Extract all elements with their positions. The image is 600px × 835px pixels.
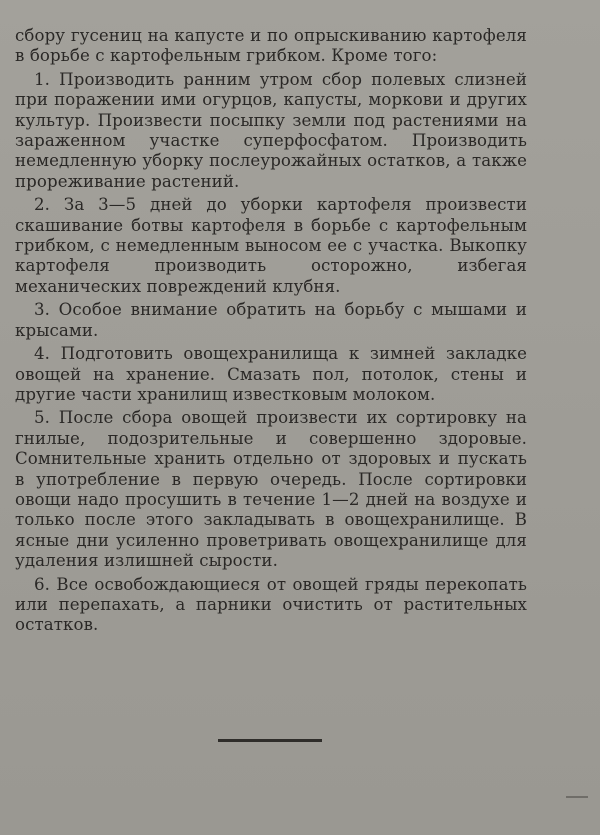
body-text xyxy=(15,26,527,639)
list-item-5: 5. После сбора овощей произвести их сортировку на гнилые, подозрительные и совершенно здоровые. Сомнительные хранить отдельно от здоровых и пускать в употребление в первую очередь. После сортировки овощи надо просушить в течение 1—2 дней на воздухе и только после этого закладывать в овощехранилище. В ясные дни усиленно проветривать овощехранилище для удаления излишней сырости. xyxy=(15,408,527,571)
list-item-2: 2. За 3—5 дней до уборки картофеля произвести скашивание ботвы картофеля в борьбе с картофельным грибком, с немедленным выносом ее с участка. Выкопку картофеля производить осторожно, избегая механических повреждений клубня. xyxy=(15,195,527,296)
end-divider xyxy=(218,739,322,742)
list-item-3: 3. Особое внимание обратить на борьбу с мышами и крысами. xyxy=(15,300,527,340)
intro-paragraph: сбору гусениц на капусте и по опрыскиванию картофеля в борьбе с картофельным грибком. Кроме того: xyxy=(15,26,527,66)
list-item-1: 1. Производить ранним утром сбор полевых слизней при поражении ими огурцов, капусты, моркови и других культур. Произвести посыпку земли под растениями на зараженном участке суперфосфатом. Производить немедленную уборку послеурожайных остатков, а также прореживание растений. xyxy=(15,69,527,191)
page-edge-mark xyxy=(566,796,588,798)
list-item-4: 4. Подготовить овощехранилища к зимней закладке овощей на хранение. Смазать пол, потолок, стены и другие части хранилищ известковым молоком. xyxy=(15,344,527,404)
list-item-6: 6. Все освобождающиеся от овощей гряды перекопать или перепахать, а парники очистить от растительных остатков. xyxy=(15,574,527,635)
